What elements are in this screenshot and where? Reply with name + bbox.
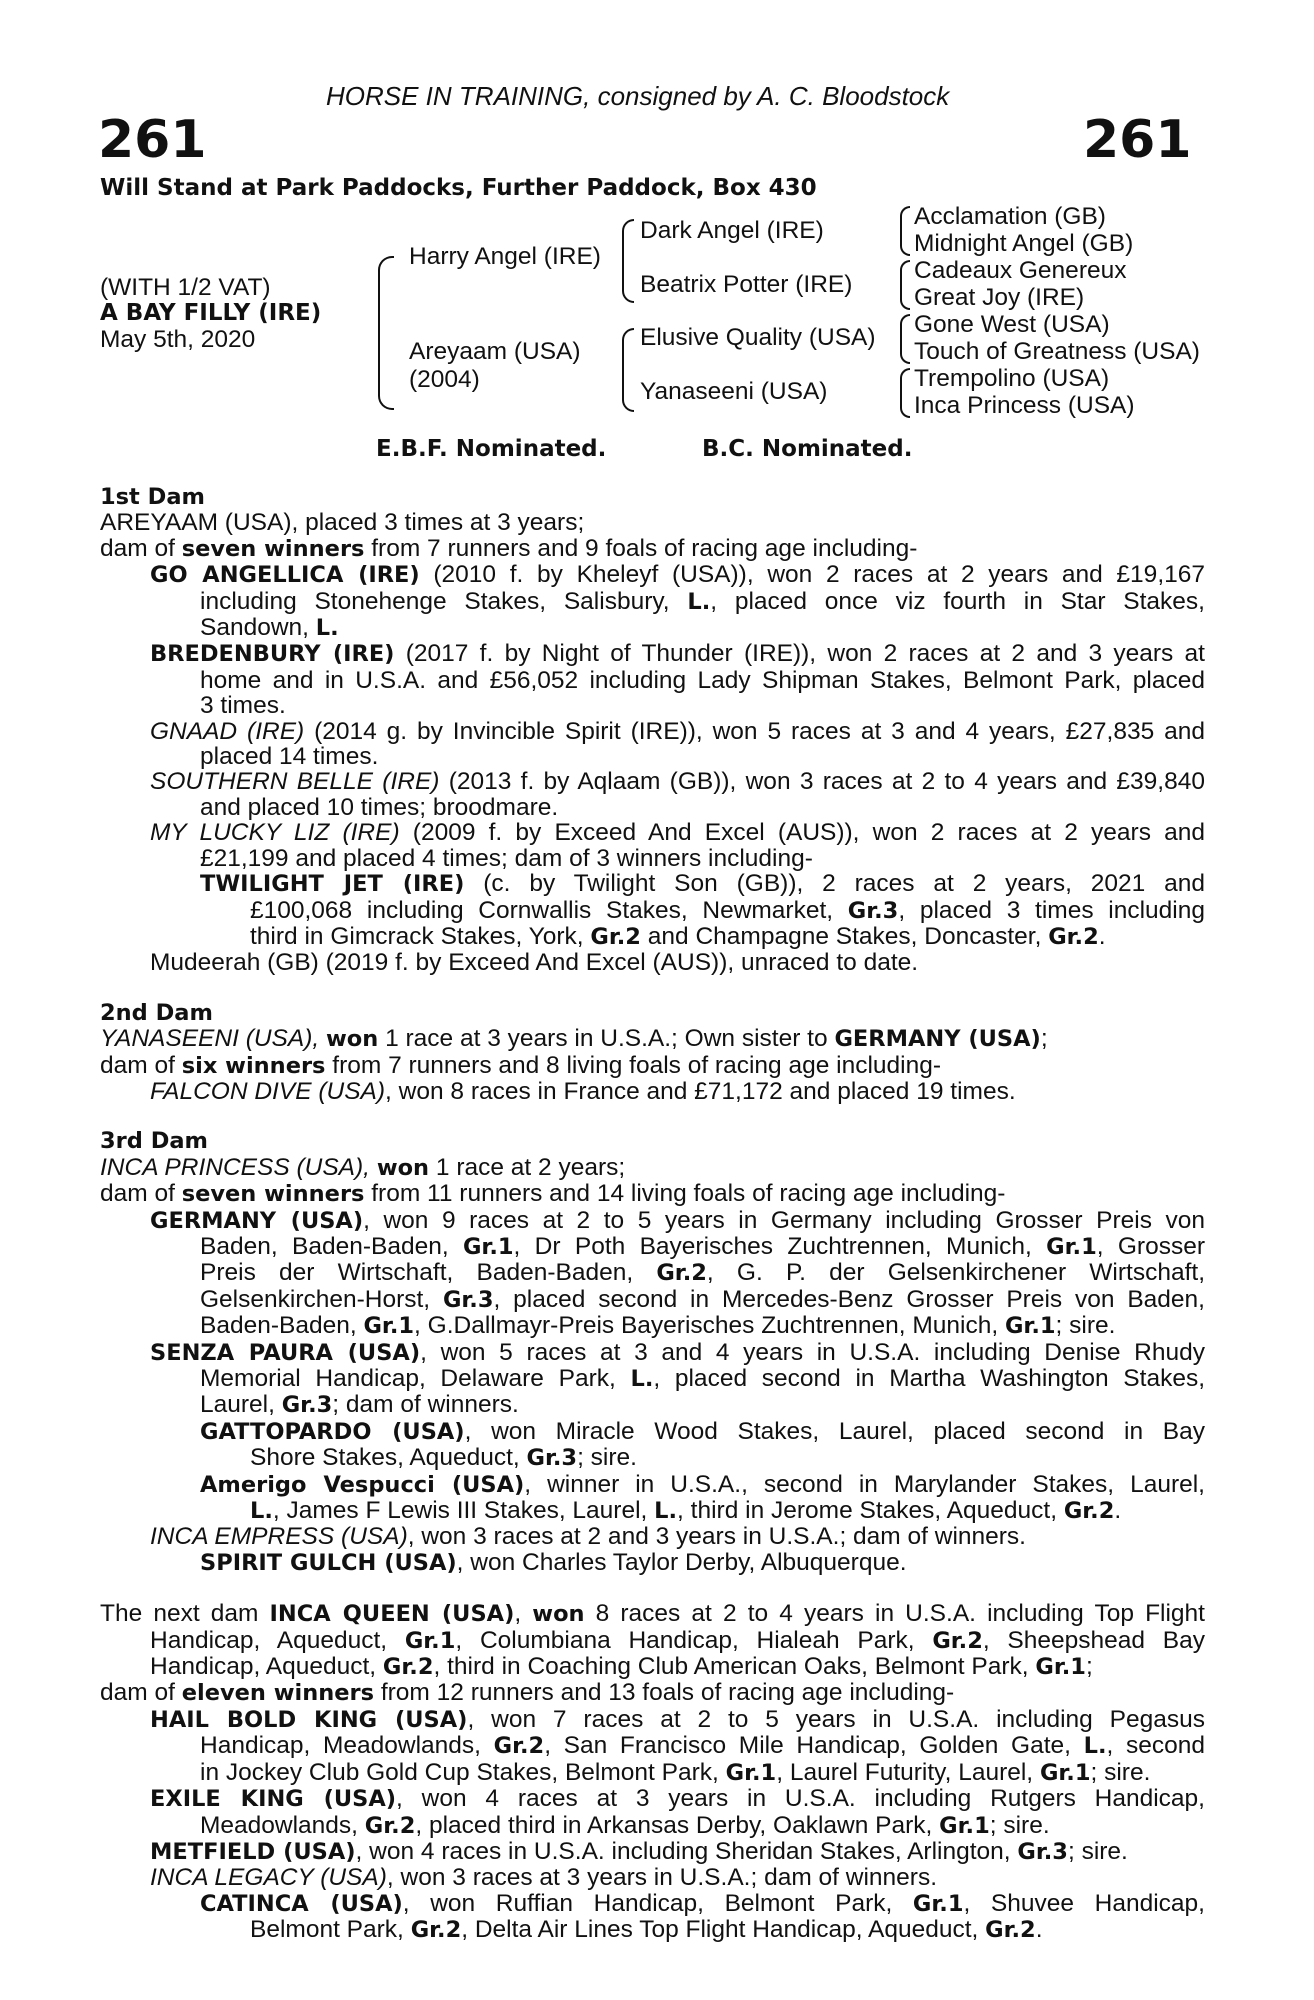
consignment-header: HORSE IN TRAINING, consigned by A. C. Bloodstock [326,81,950,111]
progeny-my-lucky-liz: MY LUCKY LIZ (IRE) (2009 f. by Exceed And Excel (AUS)), won 2 races at 2 years and £21,199 and placed 4 times; dam of 3 winners including- [150,819,1205,872]
dam-dam-dam: Inca Princess (USA) [914,392,1135,419]
progeny-twilight-jet: TWILIGHT JET (IRE) (c. by Twilight Son (GB)), 2 races at 2 years, 2021 and £100,068 including Cornwallis Stakes, Newmarket, Gr.3, placed 3 times including third in Gimcrack Stakes, York, Gr.2 and Champagne Stakes, Doncaster, Gr.2. [200,870,1205,950]
second-dam-produce-summary: dam of six winners from 7 runners and 8 living foals of racing age including- [100,1051,942,1079]
dam-sire-dam: Touch of Greatness (USA) [914,338,1200,365]
next-dam-paragraph: The next dam INCA QUEEN (USA), won 8 races at 2 to 4 years in U.S.A. including Top Flight Handicap, Aqueduct, Gr.1, Columbiana Handicap, Hialeah Park, Gr.2, Sheepshead Bay Handicap, Aqueduct, Gr.2, third in Coaching Club American Oaks, Belmont Park, Gr.1; dam of eleven winners from 12 runners and 13 foals of racing age including- [100,1600,1206,1707]
third-dam-line: INCA PRINCESS (USA), won 1 race at 2 years; [100,1153,626,1181]
ebf-nomination: E.B.F. Nominated. [376,436,607,462]
lot-number-left: 261 [98,110,207,170]
progeny-gattopardo: GATTOPARDO (USA), won Miracle Wood Stakes, Laurel, placed second in Bay Shore Stakes, Aqueduct, Gr.3; sire. [200,1417,1205,1472]
second-dam-heading: 2nd Dam [100,999,213,1026]
dam-year: (2004) [409,366,480,393]
progeny-exile-king: EXILE KING (USA), won 4 races at 3 years in U.S.A. including Rutgers Handicap, Meadowlands, Gr.2, placed third in Arkansas Derby, Oaklawn Park, Gr.1; sire. [150,1785,1205,1839]
pedigree-brace-ss [900,206,910,256]
progeny-bredenbury: BREDENBURY (IRE) (2017 f. by Night of Thunder (IRE)), won 2 races at 2 and 3 years at home and in U.S.A. and £56,052 including Lady Shipman Stakes, Belmont Park, placed 3 times. [150,640,1205,720]
second-dam-line: YANASEENI (USA), won 1 race at 3 years in U.S.A.; Own sister to GERMANY (USA); [100,1025,1048,1053]
sire-sire-sire: Acclamation (GB) [914,203,1106,230]
progeny-germany: GERMANY (USA), won 9 races at 2 to 5 years in Germany including Grosser Preis von Baden, Baden-Baden, Gr.1, Dr Poth Bayerisches Zuchtrennen, Munich, Gr.1, Grosser Preis der Wirtschaft, Baden-Baden, Gr.2, G. P. der Gelsenkirchener Wirtschaft, Gelsenkirchen-Horst, Gr.3, placed second in Mercedes-Benz Grosser Preis von Baden, Baden-Baden, Gr.1, G.Dallmayr-Preis Bayerisches Zuchtrennen, Munich, Gr.1; sire. [150,1206,1205,1340]
progeny-metfield: METFIELD (USA), won 4 races in U.S.A. including Sheridan Stakes, Arlington, Gr.3; sire. [150,1837,1128,1865]
pedigree-brace-dam [622,328,634,412]
third-dam-produce-summary: dam of seven winners from 11 runners and 14 living foals of racing age including- [100,1180,1006,1208]
third-dam-heading: 3rd Dam [100,1128,208,1155]
stand-location: Will Stand at Park Paddocks, Further Paddock, Box 430 [100,175,817,201]
progeny-spirit-gulch: SPIRIT GULCH (USA), won Charles Taylor Derby, Albuquerque. [200,1548,907,1576]
first-dam-line: AREYAAM (USA), placed 3 times at 3 years; [100,509,585,537]
progeny-hail-bold-king: HAIL BOLD KING (USA), won 7 races at 2 to 5 years in U.S.A. including Pegasus Handicap, Meadowlands, Gr.2, San Francisco Mile Handicap, Golden Gate, L., second in Jockey Club Gold Cup Stakes, Belmont Park, Gr.1, Laurel Futurity, Laurel, Gr.1; sire. [150,1705,1205,1786]
progeny-go-angellica: GO ANGELLICA (IRE) (2010 f. by Kheleyf (USA)), won 2 races at 2 years and £19,167 including Stonehenge Stakes, Salisbury, L., placed once viz fourth in Star Stakes, Sandown, L. [150,561,1205,642]
pedigree-brace-ds [900,314,910,364]
progeny-inca-legacy: INCA LEGACY (USA), won 3 races at 3 years in U.S.A.; dam of winners. [150,1864,938,1892]
horse-name: A BAY FILLY (IRE) [100,300,322,326]
progeny-gnaad: GNAAD (IRE) (2014 g. by Invincible Spirit (IRE)), won 5 races at 3 and 4 years, £27,835 and placed 14 times. [150,717,1205,771]
pedigree-brace-dd [900,368,910,418]
progeny-amerigo-vespucci: Amerigo Vespucci (USA), winner in U.S.A., second in Marylander Stakes, Laurel, L., James F Lewis III Stakes, Laurel, L., third in Jerome Stakes, Aqueduct, Gr.2. [200,1470,1205,1525]
dam-sire-sire: Gone West (USA) [914,311,1110,338]
progeny-southern-belle: SOUTHERN BELLE (IRE) (2013 f. by Aqlaam (GB)), won 3 races at 2 to 4 years and £39,840 and placed 10 times; broodmare. [150,768,1205,821]
dam-sire: Elusive Quality (USA) [640,324,876,351]
first-dam-heading: 1st Dam [100,484,205,510]
pedigree-brace-main [378,256,394,410]
sire-sire-dam: Midnight Angel (GB) [914,230,1134,257]
pedigree-brace-sd [900,260,910,310]
pedigree-brace-sire [622,219,634,303]
sire-dam-dam: Great Joy (IRE) [914,284,1085,311]
progeny-mudeerah: Mudeerah (GB) (2019 f. by Exceed And Excel (AUS)), unraced to date. [150,949,919,977]
horse-dob: May 5th, 2020 [100,326,256,353]
catalogue-body [100,485,1205,1944]
lot-number-right: 261 [1083,110,1192,170]
sire: Harry Angel (IRE) [409,243,601,270]
sire-sire: Dark Angel (IRE) [640,217,824,244]
dam-dam: Yanaseeni (USA) [640,378,828,405]
dam: Areyaam (USA) [409,338,581,365]
progeny-falcon-dive: FALCON DIVE (USA), won 8 races in France and £71,172 and placed 19 times. [150,1077,1016,1105]
dam-dam-sire: Trempolino (USA) [914,365,1110,392]
bc-nomination: B.C. Nominated. [702,436,913,462]
sire-dam-sire: Cadeaux Genereux [914,257,1127,284]
progeny-inca-empress: INCA EMPRESS (USA), won 3 races at 2 and 3 years in U.S.A.; dam of winners. [150,1523,1026,1551]
progeny-catinca: CATINCA (USA), won Ruffian Handicap, Belmont Park, Gr.1, Shuvee Handicap, Belmont Park, Gr.2, Delta Air Lines Top Flight Handicap, Aqueduct, Gr.2. [200,1889,1205,1944]
vat-note: (WITH 1/2 VAT) [100,274,271,301]
first-dam-produce-summary: dam of seven winners from 7 runners and 9 foals of racing age including- [100,534,918,562]
sire-dam: Beatrix Potter (IRE) [640,271,853,298]
progeny-senza-paura: SENZA PAURA (USA), won 5 races at 3 and 4 years in U.S.A. including Denise Rhudy Memorial Handicap, Delaware Park, L., placed second in Martha Washington Stakes, Laurel, Gr.3; dam of winners. [150,1338,1205,1419]
